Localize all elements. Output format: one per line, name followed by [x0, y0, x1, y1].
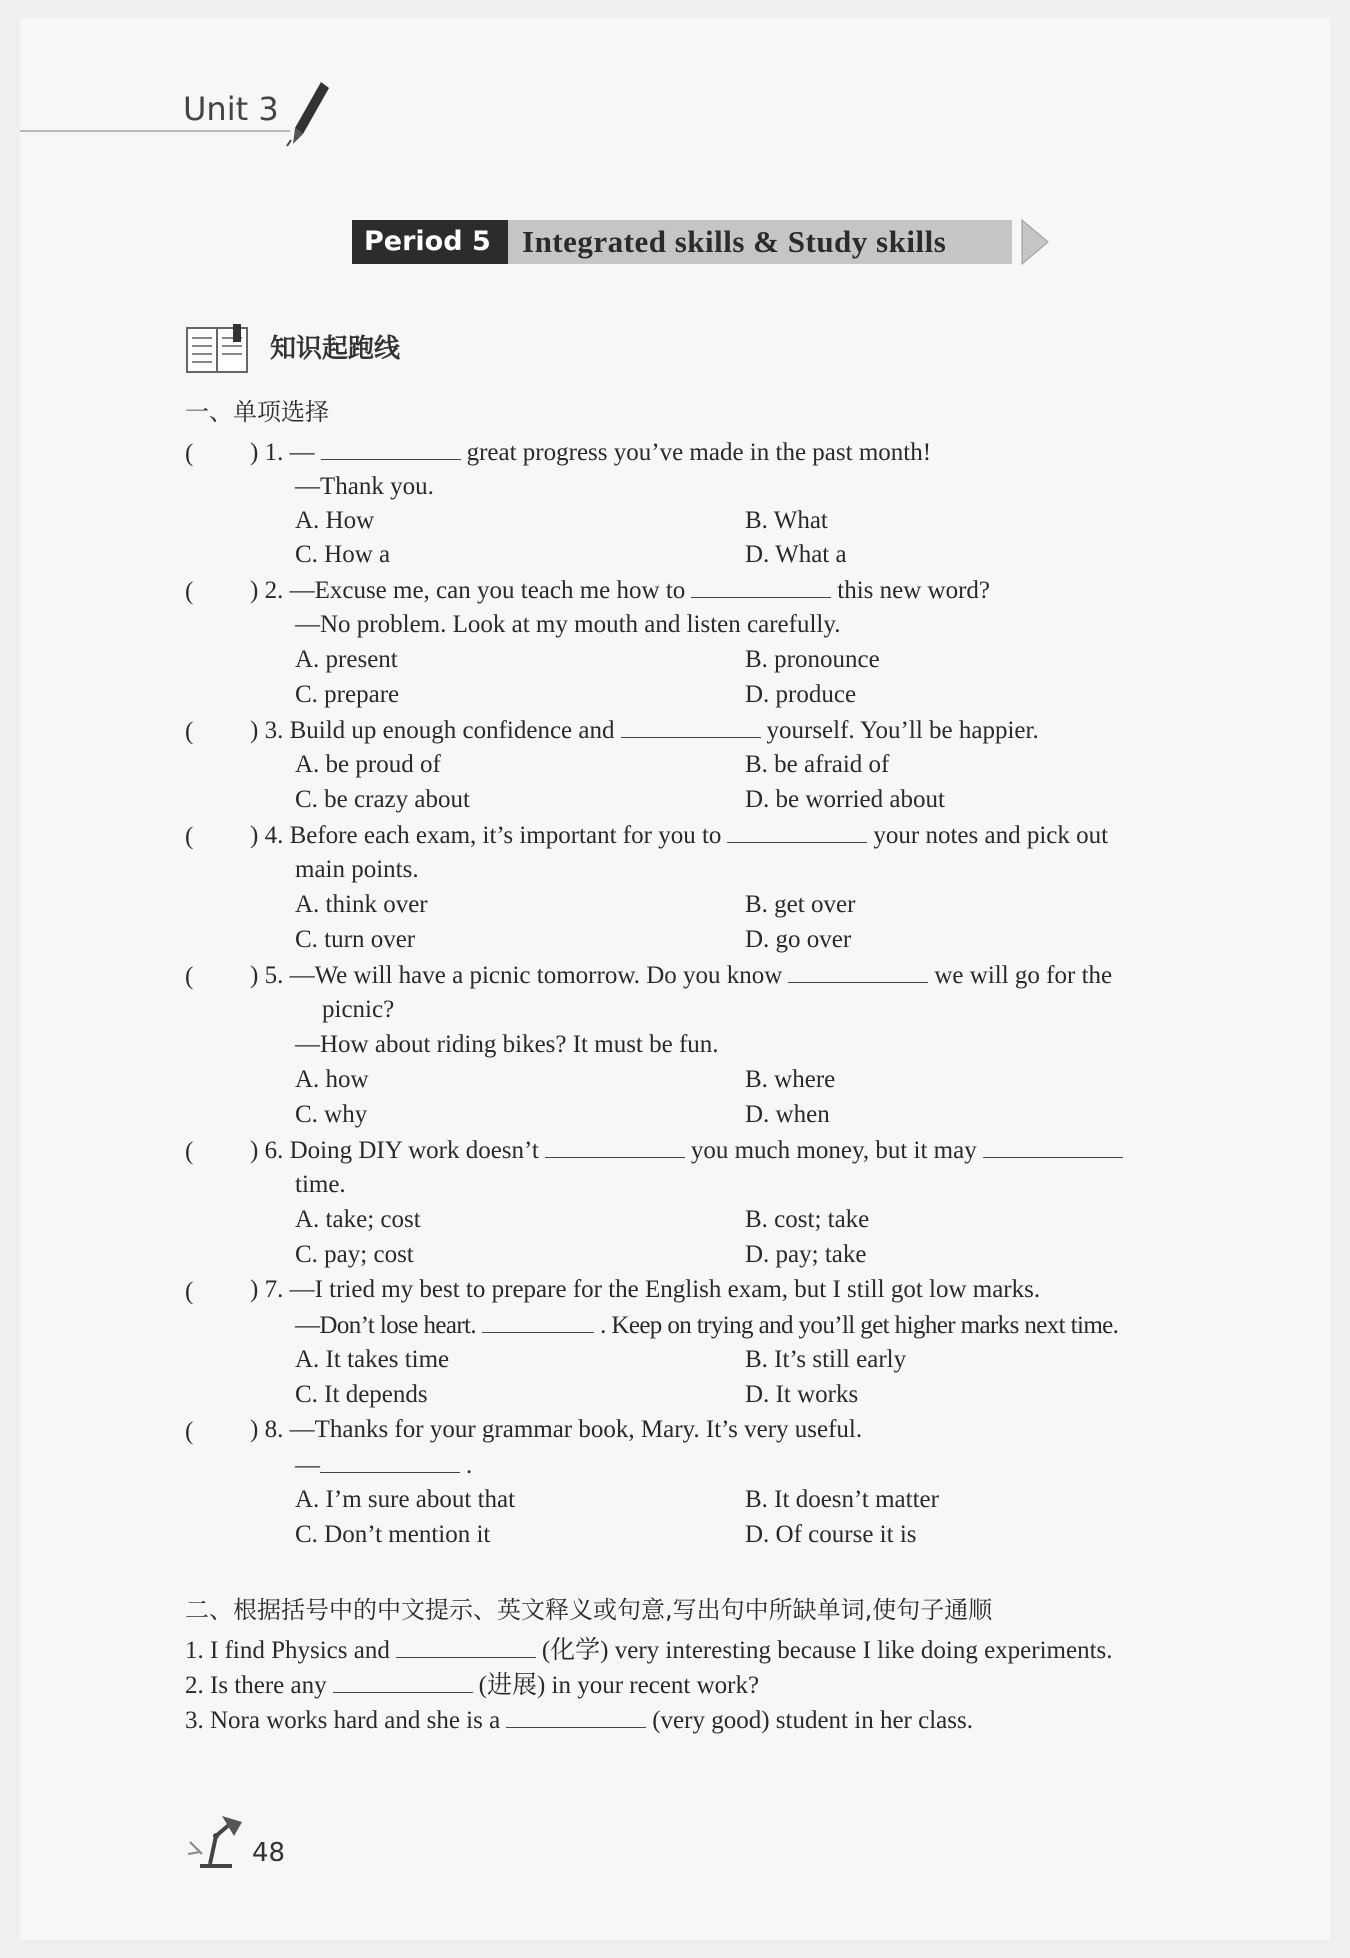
option: C. pay; cost	[295, 1241, 414, 1268]
fill-sentence-2	[185, 1670, 759, 1701]
option: B. get over	[745, 891, 856, 918]
blank	[506, 1705, 646, 1728]
banner-arrow-icon	[1020, 218, 1050, 266]
period-label: Period 5	[352, 220, 508, 264]
option: D. be worried about	[745, 786, 945, 813]
answer-paren: (	[185, 963, 194, 990]
q7-response	[295, 1310, 1118, 1341]
blank	[321, 437, 461, 460]
blank	[621, 715, 761, 738]
unit-title: Unit 3	[183, 90, 279, 128]
answer-paren: (	[185, 578, 194, 605]
answer-paren: (	[185, 1278, 194, 1305]
q8-response	[295, 1450, 472, 1481]
q5-stem: we will go for the	[934, 962, 1113, 989]
option: A. be proud of	[295, 751, 441, 778]
question-6	[250, 1135, 1129, 1166]
question-2	[250, 575, 990, 606]
s3-prefix: 3. Nora works hard and she is a	[185, 1707, 501, 1734]
option: C. turn over	[295, 926, 416, 953]
fill-sentence-1	[185, 1635, 1113, 1666]
option: B. pronounce	[745, 646, 880, 673]
option: C. How a	[295, 541, 391, 568]
period-banner	[352, 220, 1012, 264]
option: A. think over	[295, 891, 428, 918]
answer-paren: (	[185, 1138, 194, 1165]
option: C. be crazy about	[295, 786, 470, 813]
blank	[691, 575, 831, 598]
option: D. Of course it is	[745, 1521, 917, 1548]
q4-continued: main points.	[295, 856, 419, 883]
section-title: 知识起跑线	[270, 334, 401, 364]
blank	[727, 820, 867, 843]
part2-title: 二、根据括号中的中文提示、英文释义或句意,写出句中所缺单词,使句子通顺	[185, 1596, 993, 1624]
q7-response-b: . Keep on trying and you’ll get higher marks next time.	[600, 1312, 1119, 1339]
question-1	[250, 437, 931, 468]
question-8: ) 8. —Thanks for your grammar book, Mary. It’s very useful.	[250, 1416, 863, 1443]
desk-lamp-icon	[186, 1812, 246, 1872]
blank	[545, 1135, 685, 1158]
option: D. What a	[745, 541, 847, 568]
q2-stem: this new word?	[837, 577, 991, 604]
option: C. It depends	[295, 1381, 428, 1408]
s2-suffix: (进展) in your recent work?	[478, 1672, 760, 1699]
q5-continued: picnic?	[322, 996, 395, 1023]
fill-sentence-3	[185, 1705, 973, 1736]
blank	[788, 960, 928, 983]
question-4	[250, 820, 1108, 851]
option: B. where	[745, 1066, 836, 1093]
q3-stem: yourself. You’ll be happier.	[766, 717, 1039, 744]
option: B. It’s still early	[745, 1346, 907, 1373]
s2-prefix: 2. Is there any	[185, 1672, 327, 1699]
q7-response-a: —Don’t lose heart.	[295, 1312, 477, 1339]
option: C. Don’t mention it	[295, 1521, 491, 1548]
q5-response: —How about riding bikes? It must be fun.	[295, 1031, 719, 1058]
page-number: 48	[252, 1838, 286, 1868]
blank	[320, 1450, 460, 1473]
book-icon	[183, 322, 253, 378]
option: A. I’m sure about that	[295, 1486, 516, 1513]
q2-response: —No problem. Look at my mouth and listen carefully.	[295, 611, 841, 638]
option: A. present	[295, 646, 398, 673]
option: D. produce	[745, 681, 857, 708]
s1-suffix: (化学) very interesting because I like doing experiments.	[541, 1637, 1113, 1664]
q5-num: ) 5. —We will have a picnic tomorrow. Do you know	[250, 962, 783, 989]
answer-paren: (	[185, 823, 194, 850]
option: A. How	[295, 507, 375, 534]
q4-num: ) 4. Before each exam, it’s important for you to	[250, 822, 722, 849]
q6-continued: time.	[295, 1171, 346, 1198]
pen-icon	[285, 78, 333, 148]
option: B. cost; take	[745, 1206, 870, 1233]
option: A. take; cost	[295, 1206, 421, 1233]
option: D. It works	[745, 1381, 859, 1408]
option: B. be afraid of	[745, 751, 890, 778]
option: A. how	[295, 1066, 369, 1093]
blank	[983, 1135, 1123, 1158]
q1-stem: great progress you’ve made in the past month!	[466, 439, 932, 466]
answer-paren: (	[185, 1418, 194, 1445]
question-7: ) 7. —I tried my best to prepare for the English exam, but I still got low marks.	[250, 1276, 1041, 1303]
blank	[482, 1310, 594, 1333]
option: D. pay; take	[745, 1241, 867, 1268]
option: D. when	[745, 1101, 830, 1128]
question-3	[250, 715, 1039, 746]
option: A. It takes time	[295, 1346, 450, 1373]
q4-stem: your notes and pick out	[873, 822, 1109, 849]
answer-paren: (	[185, 440, 194, 467]
q8-response-b: .	[466, 1452, 473, 1479]
s1-prefix: 1. I find Physics and	[185, 1637, 390, 1664]
option: C. prepare	[295, 681, 400, 708]
option: B. What	[745, 507, 828, 534]
q8-response-a: —	[295, 1452, 320, 1479]
blank	[333, 1670, 473, 1693]
q6-stem: you much money, but it may	[690, 1137, 977, 1164]
header-rule	[20, 130, 290, 132]
s3-suffix: (very good) student in her class.	[652, 1707, 973, 1734]
option: B. It doesn’t matter	[745, 1486, 939, 1513]
option: C. why	[295, 1101, 368, 1128]
period-title: Integrated skills & Study skills	[522, 224, 947, 259]
question-5	[250, 960, 1112, 991]
q2-num: ) 2. —Excuse me, can you teach me how to	[250, 577, 686, 604]
q1-response: —Thank you.	[295, 473, 434, 500]
answer-paren: (	[185, 718, 194, 745]
part1-title: 一、单项选择	[185, 398, 329, 426]
q1-num: ) 1. —	[250, 439, 315, 466]
blank	[396, 1635, 536, 1658]
option: D. go over	[745, 926, 852, 953]
q3-num: ) 3. Build up enough confidence and	[250, 717, 615, 744]
q6-num: ) 6. Doing DIY work doesn’t	[250, 1137, 539, 1164]
